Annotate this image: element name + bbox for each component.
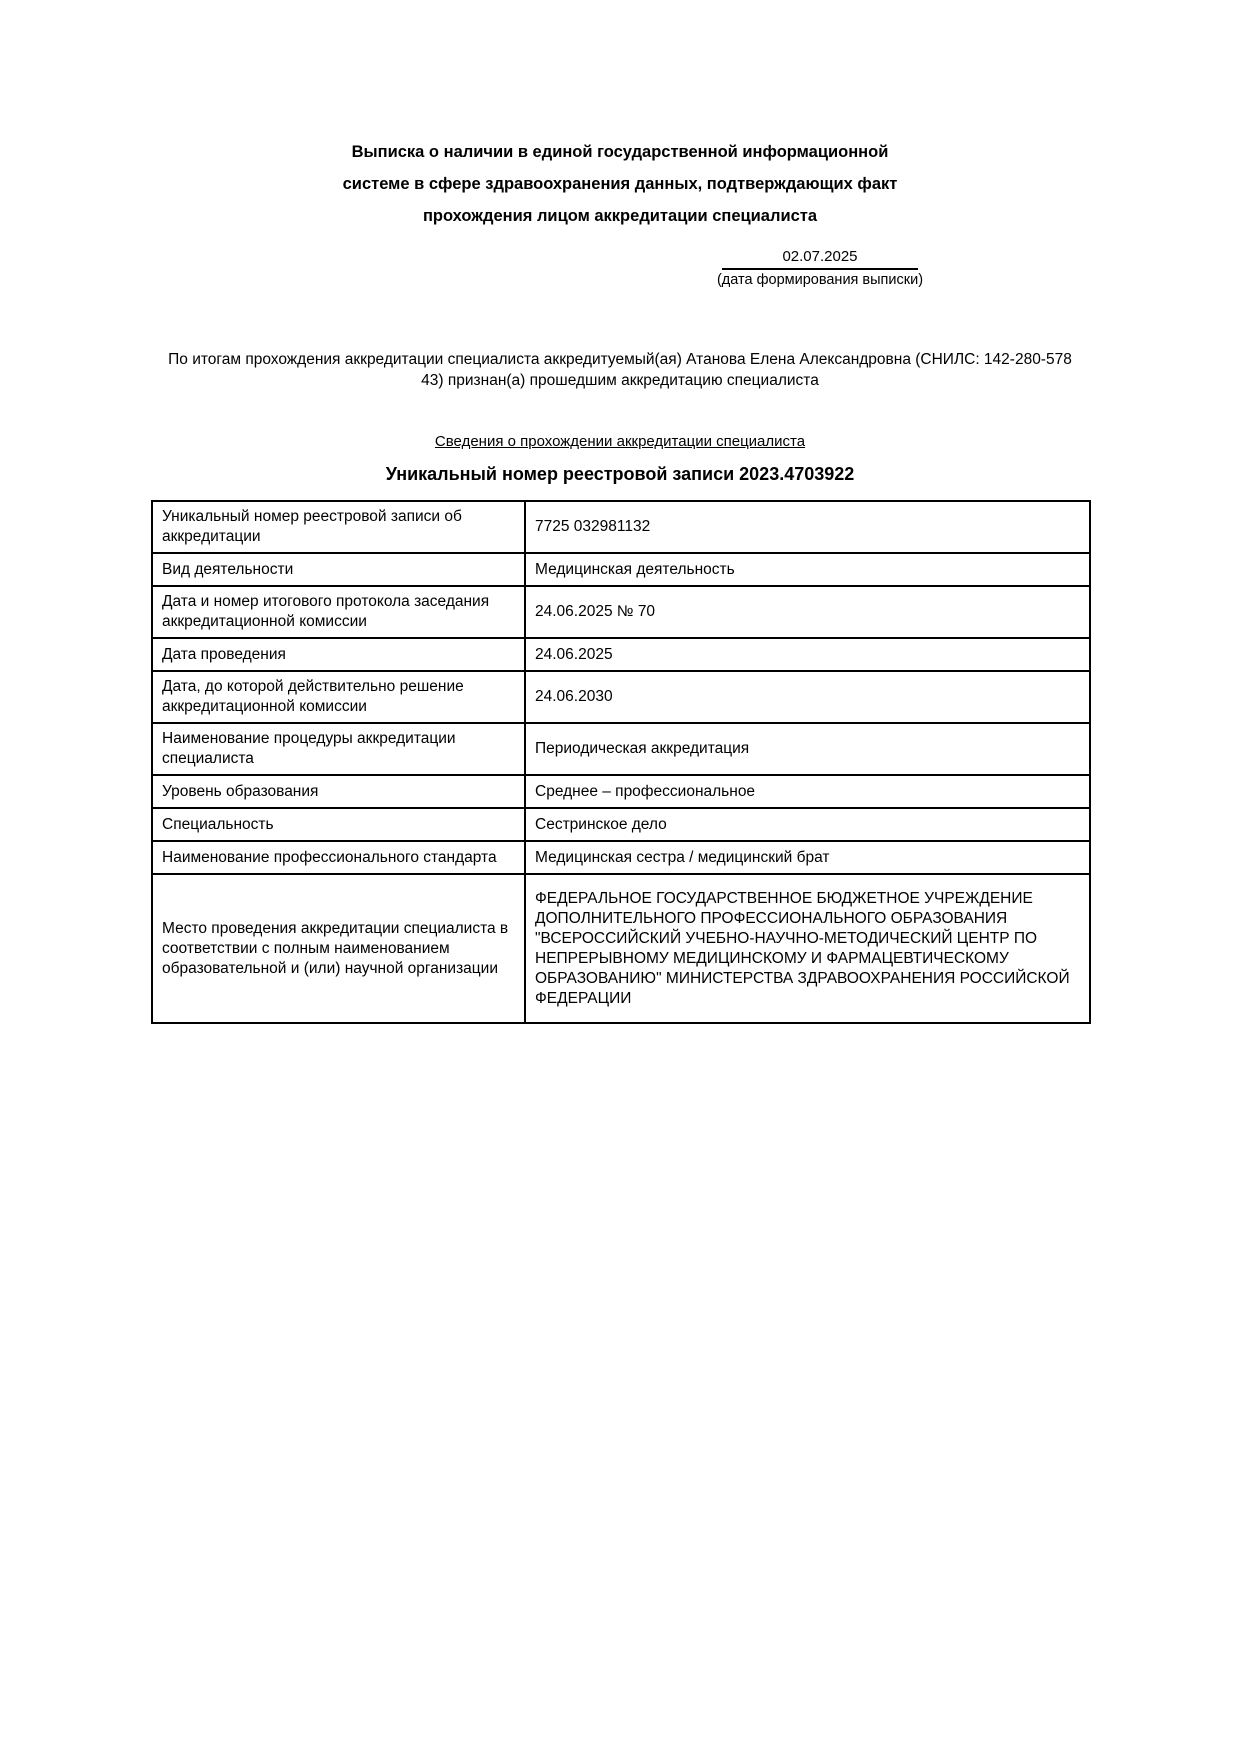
table-row-label: Дата, до которой действительно решение аккредитационной комиссии (152, 671, 525, 723)
document-title (151, 136, 1089, 232)
accreditation-table (151, 500, 1091, 1024)
table-row (152, 775, 1090, 808)
table-row-label: Место проведения аккредитации специалиста в соответствии с полным наименованием образовательной и (или) научной организации (152, 874, 525, 1023)
formation-date-value: 02.07.2025 (722, 248, 918, 270)
table-row-value: Периодическая аккредитация (525, 723, 1090, 775)
document-title-line: системе в сфере здравоохранения данных, подтверждающих факт (342, 175, 898, 193)
table-row-label: Специальность (152, 808, 525, 841)
document-title-line: Выписка о наличии в единой государственной информационной (351, 143, 889, 161)
table-row-value: Среднее – профессиональное (525, 775, 1090, 808)
formation-date-block (680, 248, 960, 289)
table-row-value: 24.06.2030 (525, 671, 1090, 723)
document-content (151, 0, 1089, 1024)
accreditation-summary (151, 349, 1089, 391)
table-row (152, 501, 1090, 553)
accreditation-summary-line: По итогам прохождения аккредитации специалиста аккредитуемый(ая) Атанова Елена Александровна (СНИЛС: 142-280-578 (168, 351, 1072, 368)
table-row-label: Дата проведения (152, 638, 525, 671)
table-row-value: Медицинская деятельность (525, 553, 1090, 586)
table-row (152, 723, 1090, 775)
document-title-line: прохождения лицом аккредитации специалиста (422, 207, 818, 225)
registry-number-heading: Уникальный номер реестровой записи 2023.4703922 (385, 464, 855, 484)
table-row-value: 7725 032981132 (525, 501, 1090, 553)
table-row-label: Дата и номер итогового протокола заседания аккредитационной комиссии (152, 586, 525, 638)
table-row-label: Наименование профессионального стандарта (152, 841, 525, 874)
table-row-label: Уникальный номер реестровой записи об аккредитации (152, 501, 525, 553)
table-row (152, 808, 1090, 841)
table-row-label: Вид деятельности (152, 553, 525, 586)
table-row-value: ФЕДЕРАЛЬНОЕ ГОСУДАРСТВЕННОЕ БЮДЖЕТНОЕ УЧРЕЖДЕНИЕ ДОПОЛНИТЕЛЬНОГО ПРОФЕССИОНАЛЬНОГО ОБРАЗОВАНИЯ "ВСЕРОССИЙСКИЙ УЧЕБНО-НАУЧНО-МЕТОДИЧЕСКИЙ ЦЕНТР ПО НЕПРЕРЫВНОМУ МЕДИЦИНСКОМУ И ФАРМАЦЕВТИЧЕСКОМУ ОБРАЗОВАНИЮ" МИНИСТЕРСТВА ЗДРАВООХРАНЕНИЯ РОССИЙСКОЙ ФЕДЕРАЦИИ (525, 874, 1090, 1023)
table-row (152, 874, 1090, 1023)
table-row-value: Медицинская сестра / медицинский брат (525, 841, 1090, 874)
table-row (152, 638, 1090, 671)
section-heading: Сведения о прохождении аккредитации специалиста (434, 433, 806, 450)
formation-date-caption: (дата формирования выписки) (716, 272, 924, 288)
table-row-label: Уровень образования (152, 775, 525, 808)
table-row (152, 671, 1090, 723)
table-row-label: Наименование процедуры аккредитации специалиста (152, 723, 525, 775)
table-row (152, 553, 1090, 586)
table-row-value: 24.06.2025 (525, 638, 1090, 671)
table-row-value: 24.06.2025 № 70 (525, 586, 1090, 638)
table-row (152, 841, 1090, 874)
table-row-value: Сестринское дело (525, 808, 1090, 841)
table-row (152, 586, 1090, 638)
accreditation-summary-line: 43) признан(а) прошедшим аккредитацию специалиста (421, 372, 819, 389)
